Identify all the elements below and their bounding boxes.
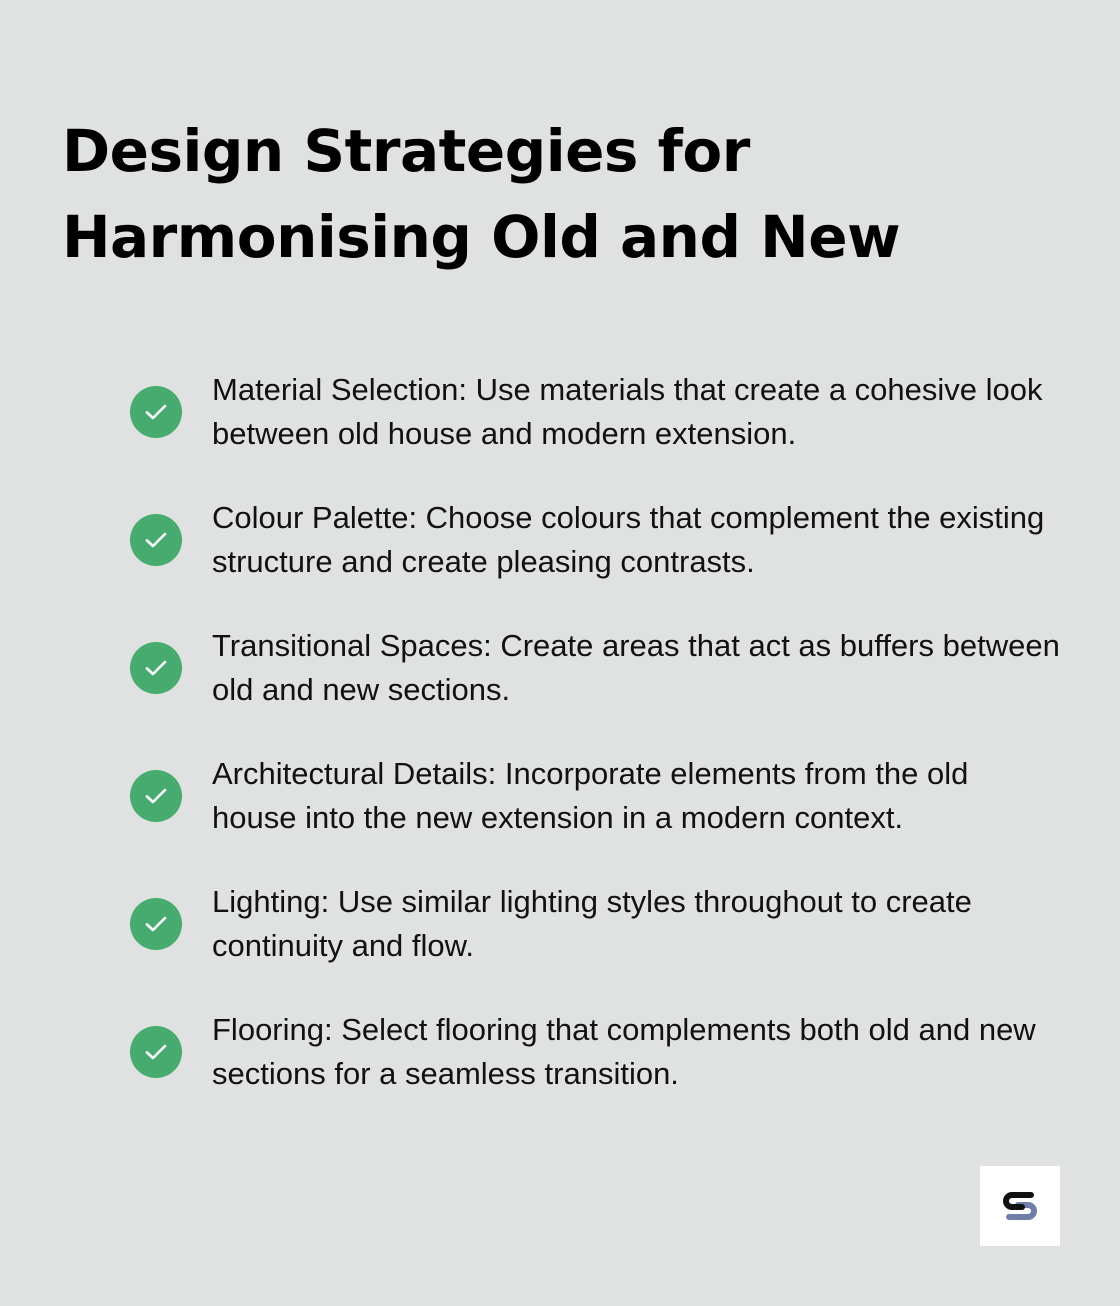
checkmark-icon: [130, 1026, 182, 1078]
strategy-text: Architectural Details: Incorporate elements from the old house into the new extension in a modern context.: [212, 756, 969, 835]
strategy-text: Lighting: Use similar lighting styles throughout to create continuity and flow.: [212, 884, 972, 963]
checkmark-icon: [130, 386, 182, 438]
title-line-2: Harmonising Old and New: [62, 203, 901, 271]
checkmark-icon: [130, 514, 182, 566]
strategy-checklist: [130, 368, 1060, 1136]
brand-logo-icon: [1000, 1191, 1040, 1221]
list-item: [130, 368, 1060, 496]
strategy-text: Material Selection: Use materials that create a cohesive look between old house and modern extension.: [212, 372, 1043, 451]
list-item: [130, 624, 1060, 752]
checkmark-icon: [130, 642, 182, 694]
strategy-text: Flooring: Select flooring that complements both old and new sections for a seamless transition.: [212, 1012, 1036, 1091]
checkmark-icon: [130, 770, 182, 822]
brand-logo: [980, 1166, 1060, 1246]
list-item: [130, 1008, 1060, 1136]
title-line-1: Design Strategies for: [62, 117, 750, 185]
checkmark-icon: [130, 898, 182, 950]
list-item: [130, 880, 1060, 1008]
page-title: [62, 108, 1062, 280]
list-item: [130, 752, 1060, 880]
list-item: [130, 496, 1060, 624]
strategy-text: Colour Palette: Choose colours that complement the existing structure and create pleasing contrasts.: [212, 500, 1045, 579]
strategy-text: Transitional Spaces: Create areas that act as buffers between old and new sections.: [212, 628, 1060, 707]
